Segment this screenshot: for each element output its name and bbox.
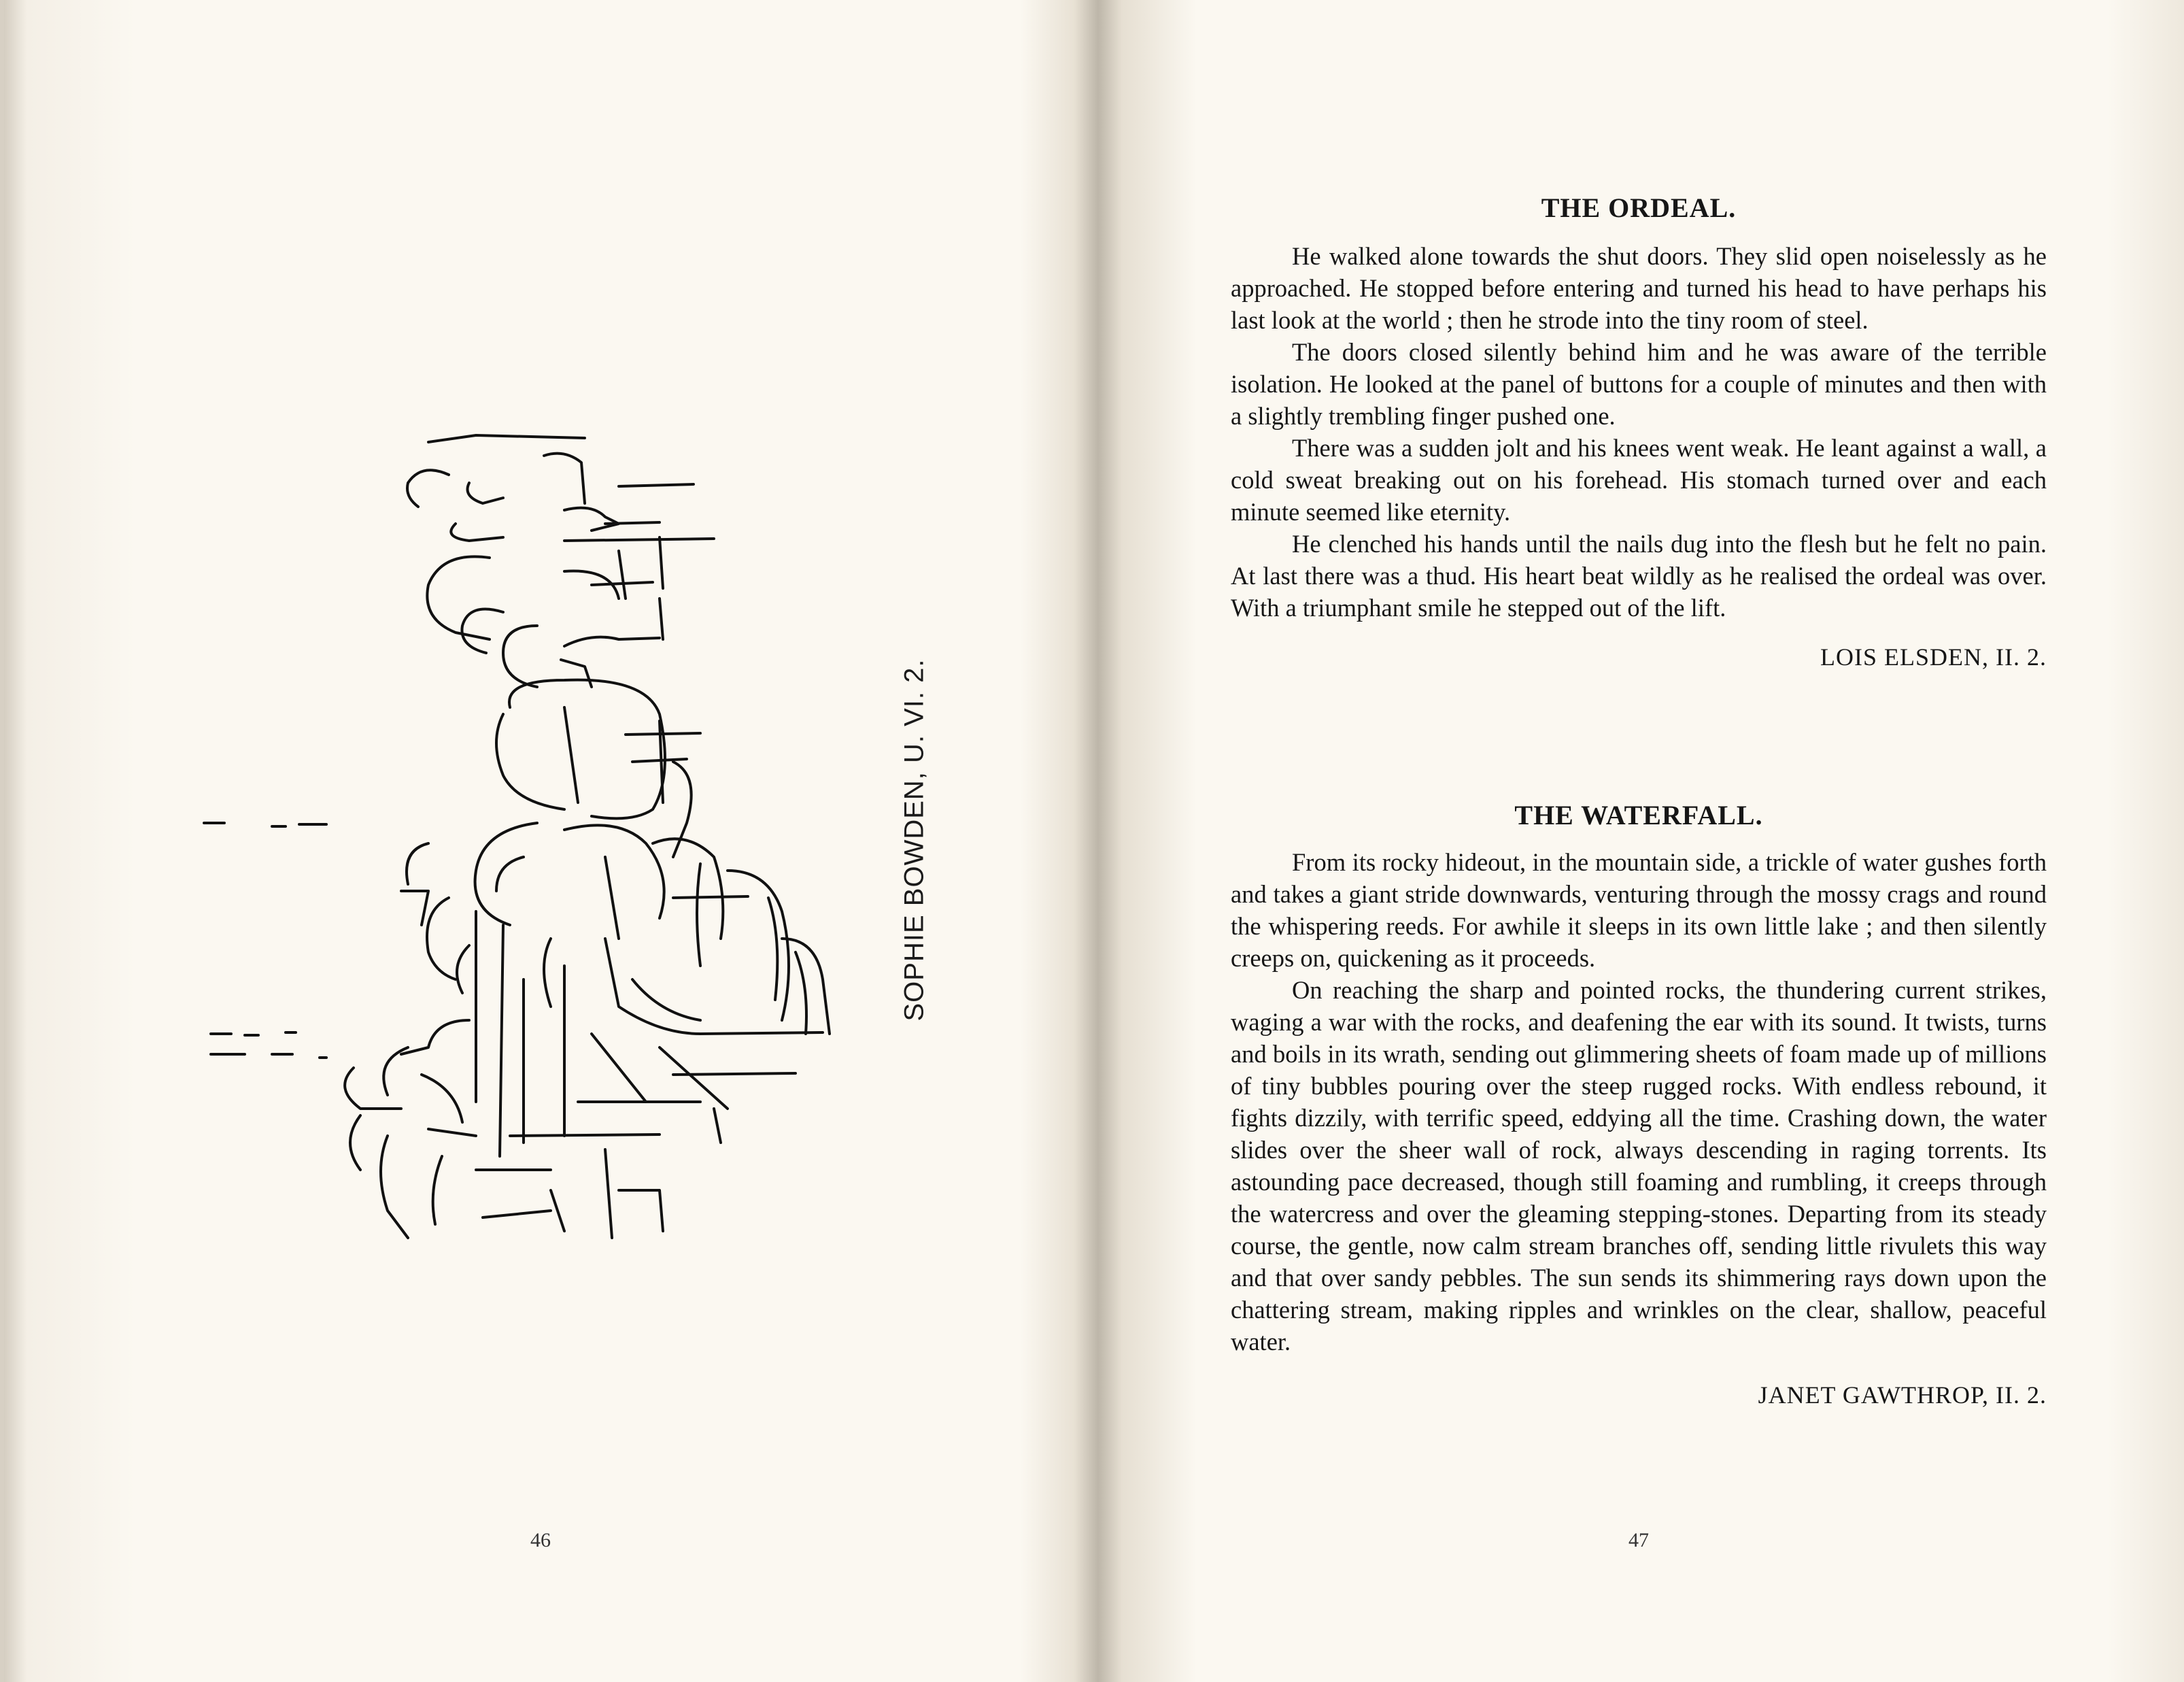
piece-title: THE WATERFALL. xyxy=(1514,800,1763,830)
piece-author: JANET GAWTHROP, II. 2. xyxy=(1758,1381,2047,1409)
poem-the-waterfall xyxy=(1231,799,2047,1409)
paragraph: He walked alone towards the shut doors. They slid open noiselessly as he approached. He stopped before entering and turned his head to have perhaps his last look at the world ; then he strode into the tiny room of steel. xyxy=(1231,242,2047,334)
piece-title: THE ORDEAL. xyxy=(1541,192,1737,223)
paragraph: On reaching the sharp and pointed rocks, the thundering current strikes, waging a war with the rocks, and deafening the ear with its sound. It twists, turns and boils in its wrath, sending out glimmering sheets of foam made up of millions of tiny bubbles pouring over the steep rugged rocks. With endless rebound, it fights dizzily, with terrific speed, eddying all the time. Crashing down, the water slides over the sheer wall of rock, always descending in raging torrents. Its astounding pace decreased, though still foaming and rumbling, it creeps through the watercress and over the gleaming stepping-stones. Departing from its steady course, the gentle, now calm stream branches off, sending little rivulets this way and that over sandy pebbles. The sun sends its shimmering rays down upon the chattering stream, making ripples and wrinkles on the clear, shallow, peaceful water. xyxy=(1231,976,2047,1356)
poem-the-ordeal xyxy=(1231,192,2047,671)
paragraph: He clenched his hands until the nails dug into the flesh but he felt no pain. At last there was a thud. His heart beat wildly as he realised the ordeal was over. With a triumphant smile he stepped out of the lift. xyxy=(1231,530,2047,622)
pen-sketch-illustration xyxy=(184,422,870,1258)
paragraph: The doors closed silently behind him and he was aware of the terrible isolation. He looked at the panel of buttons for a couple of minutes and then with a slightly trembling finger pushed one. xyxy=(1231,338,2047,430)
artist-credit-text: SOPHIE BOWDEN, U. VI. 2. xyxy=(899,658,929,1022)
page-number-right: 47 xyxy=(1628,1529,1649,1551)
paragraph: There was a sudden jolt and his knees went weak. He leant against a wall, a cold sweat breaking out on his forehead. His stomach turned over and each minute seemed like eternity. xyxy=(1231,434,2047,526)
paragraph: From its rocky hideout, in the mountain side, a trickle of water gushes forth and takes a giant stride downwards, venturing through the mossy crags and round the whispering reeds. For awhile it sleeps in its own little lake ; and then silently creeps on, quickening as it proceeds. xyxy=(1231,848,2047,972)
piece-author: LOIS ELSDEN, II. 2. xyxy=(1820,643,2047,671)
page-number-left: 46 xyxy=(530,1529,551,1551)
